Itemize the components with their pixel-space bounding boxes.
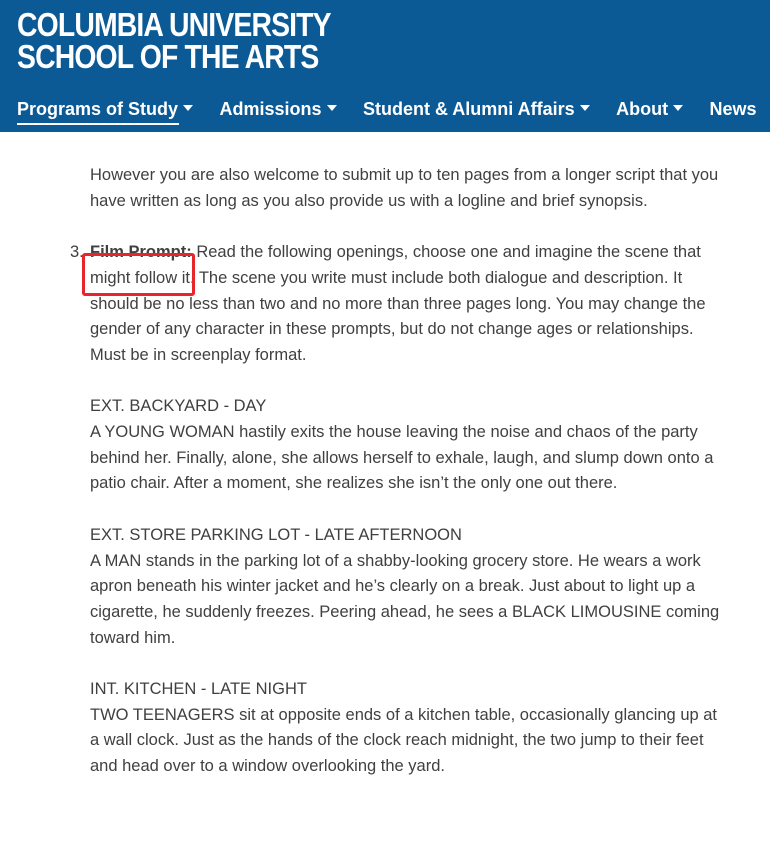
logo-line-1: COLUMBIA UNIVERSITY [17,6,331,43]
scene-text: A YOUNG WOMAN hastily exits the house leaving the noise and chaos of the party behind her. Finally, alone, she allows herself to exhale, laugh, and slump down onto a patio chair. After a moment, she realizes she isn’t the only one out there. [90,423,714,493]
nav-item-about[interactable] [616,96,683,122]
caret-down-icon [327,105,337,111]
film-prompt-item [70,240,730,369]
scene-text: A MAN stands in the parking lot of a shabby-looking grocery store. He wears a work apron beneath his winter jacket and he’s clearly on a break. Just about to light up a cigarette, he suddenly freezes. Peering ahead, he sees a BLACK LIMOUSINE coming toward him. [90,551,720,647]
list-number: 3. [70,243,84,262]
film-prompt-label: Film Prompt: [90,243,192,262]
film-prompt-paragraph [90,240,730,369]
nav-item-label: Admissions [219,99,322,119]
nav-item-label: Student & Alumni Affairs [362,99,575,119]
nav-item-news[interactable] [710,96,757,122]
nav-item-admissions[interactable] [219,96,336,122]
scene-heading: EXT. STORE PARKING LOT - LATE AFTERNOON [90,525,462,544]
nav-item-label: Programs of Study [17,99,179,119]
nav-item-label: News [709,99,757,119]
scene-text: TWO TEENAGERS sit at opposite ends of a kitchen table, occasionally glancing up at a wall clock. Just as the hands of the clock reach midnight, the two jump to their feet and head over to a window overlooking the yard. [90,705,718,776]
site-header [0,0,770,132]
scene-heading: INT. KITCHEN - LATE NIGHT [90,680,307,698]
main-content [70,163,730,780]
logo-line-2: SCHOOL OF THE ARTS [17,38,319,75]
caret-down-icon [673,105,683,111]
film-prompt-text: Read the following openings, choose one and imagine the scene that might follow it. The scene you write must include both dialogue and description. It should be no less than two and no more than three pages long. You may change the gender of any character in these prompts, but do not change ages or relationships. Must be in screenplay format. [90,243,706,364]
nav-item-student-alumni-affairs[interactable] [363,96,590,122]
nav-item-label: About [616,99,669,119]
main-nav [17,96,770,132]
active-underline [17,123,179,125]
intro-paragraph: However you are also welcome to submit up to ten pages from a longer script that you have written as long as you also provide us with a logline and brief synopsis. [90,166,719,210]
scene-heading: EXT. BACKYARD - DAY [90,397,267,416]
site-logo[interactable] [17,6,331,75]
nav-item-programs-of-study[interactable] [17,96,193,122]
caret-down-icon [183,105,193,111]
caret-down-icon [580,105,590,111]
